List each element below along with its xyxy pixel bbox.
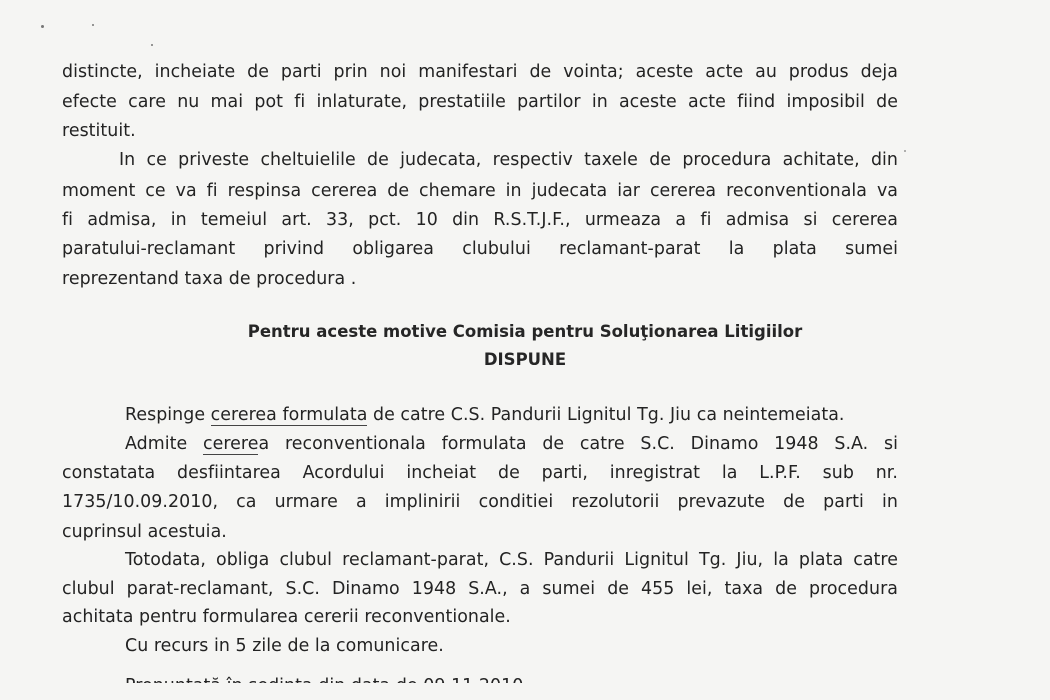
- paragraph-line: clubul parat-reclamant, S.C. Dinamo 1948 S.A., a sumei de 455 lei, taxa de procedura: [62, 579, 898, 599]
- scan-speck: [92, 24, 94, 26]
- paragraph-line: reprezentand taxa de procedura .: [62, 269, 357, 289]
- paragraph-line: achitata pentru formularea cererii reconventionale.: [62, 607, 511, 627]
- admite-text: Admite: [125, 434, 203, 454]
- respinge-line: [125, 405, 898, 425]
- paragraph-line: restituit.: [62, 121, 136, 141]
- paragraph-line: moment ce va fi respinsa cererea de chemare in judecata iar cererea reconventionala va: [62, 181, 898, 201]
- paragraph-line: cuprinsul acestuia.: [62, 522, 227, 542]
- paragraph-line: 1735/10.09.2010, ca urmare a implinirii conditiei rezolutorii prevazute de parti in: [62, 492, 898, 512]
- paragraph-line: efecte care nu mai pot fi inlaturate, prestatiile partilor in aceste acte fiind imposibil de: [62, 92, 898, 112]
- paragraph-line: Totodata, obliga clubul reclamant-parat, C.S. Pandurii Lignitul Tg. Jiu, la plata catre: [125, 550, 898, 570]
- paragraph-line: constatata desfiintarea Acordului incheiat de parti, inregistrat la L.P.F. sub nr.: [62, 463, 898, 483]
- recurs-line: Cu recurs in 5 zile de la comunicare.: [125, 636, 444, 656]
- scan-speck: [151, 44, 153, 46]
- scan-speck: [904, 150, 906, 152]
- underlined-phrase: cerere: [202, 434, 259, 454]
- underlined-phrase: cererea formulata: [210, 405, 368, 425]
- dispune-heading: DISPUNE: [483, 350, 567, 369]
- respinge-text: de catre C.S. Pandurii Lignitul Tg. Jiu ca neintemeiata.: [367, 405, 845, 425]
- paragraph-line: distincte, incheiate de parti prin noi manifestari de vointa; aceste acte au produs deja: [62, 62, 898, 82]
- admite-text: a reconventionala formulata de catre S.C. Dinamo 1948 S.A. si: [258, 434, 898, 454]
- paragraph-line: fi admisa, in temeiul art. 33, pct. 10 din R.S.T.J.F., urmeaza a fi admisa si cererea: [62, 210, 898, 230]
- section-heading: Pentru aceste motive Comisia pentru Soluţionarea Litigiilor: [247, 322, 803, 341]
- page-bottom-edge: [0, 683, 1050, 700]
- paragraph-line: In ce priveste cheltuielile de judecata, respectiv taxele de procedura achitate, din: [119, 150, 898, 170]
- paragraph-line: paratului-reclamant privind obligarea clubului reclamant-parat la plata sumei: [62, 239, 898, 259]
- admite-line: [125, 434, 898, 454]
- scan-speck: [41, 25, 44, 28]
- respinge-text: Respinge: [125, 405, 211, 425]
